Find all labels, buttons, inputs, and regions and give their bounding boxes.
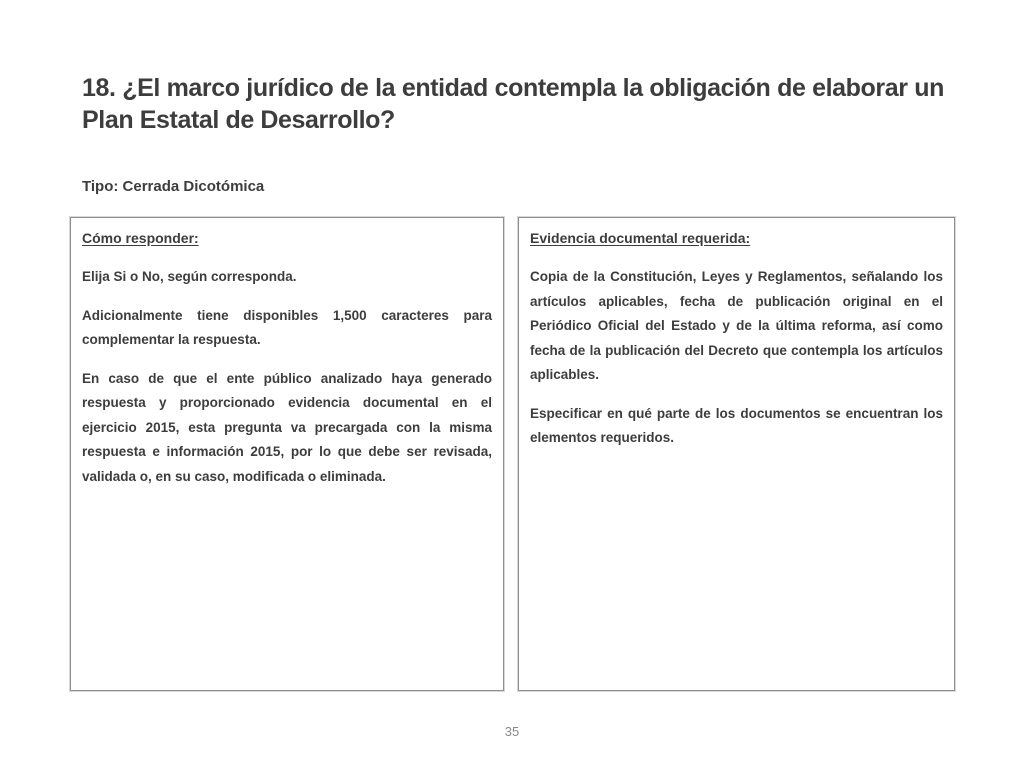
required-evidence-heading: Evidencia documental requerida:: [530, 230, 751, 246]
how-to-answer-heading: Cómo responder:: [82, 230, 199, 246]
how-to-answer-paragraph-1: Elija Si o No, según corresponda.: [82, 269, 297, 284]
how-to-answer-paragraph-3: En caso de que el ente público analizado haya generado respuesta y proporcionado evidencia documental en el ejercicio 2015, esta pregunta va precargada con la misma respuesta e información 2015, por lo que debe ser revisada, validada o, en su caso, modificada o eliminada.: [82, 370, 492, 484]
how-to-answer-box: [70, 217, 504, 691]
how-to-answer-paragraph-2: Adicionalmente tiene disponibles 1,500 caracteres para complementar la respuesta.: [82, 307, 492, 347]
required-evidence-paragraph-2: Especificar en qué parte de los documentos se encuentran los elementos requeridos.: [530, 405, 943, 445]
required-evidence-box: [518, 217, 955, 691]
question-type-label: Tipo: Cerrada Dicotómica: [82, 178, 265, 195]
required-evidence-paragraph-1: Copia de la Constitución, Leyes y Reglamentos, señalando los artículos aplicables, fecha de publicación original en el Periódico Oficial del Estado y de la última reforma, así como fecha de la publicación del Decreto que contempla los artículos aplicables.: [530, 269, 943, 382]
slide-title: 18. ¿El marco jurídico de la entidad contempla la obligación de elaborar un Plan Estatal de Desarrollo?: [82, 74, 944, 134]
page-number: 35: [504, 724, 520, 739]
